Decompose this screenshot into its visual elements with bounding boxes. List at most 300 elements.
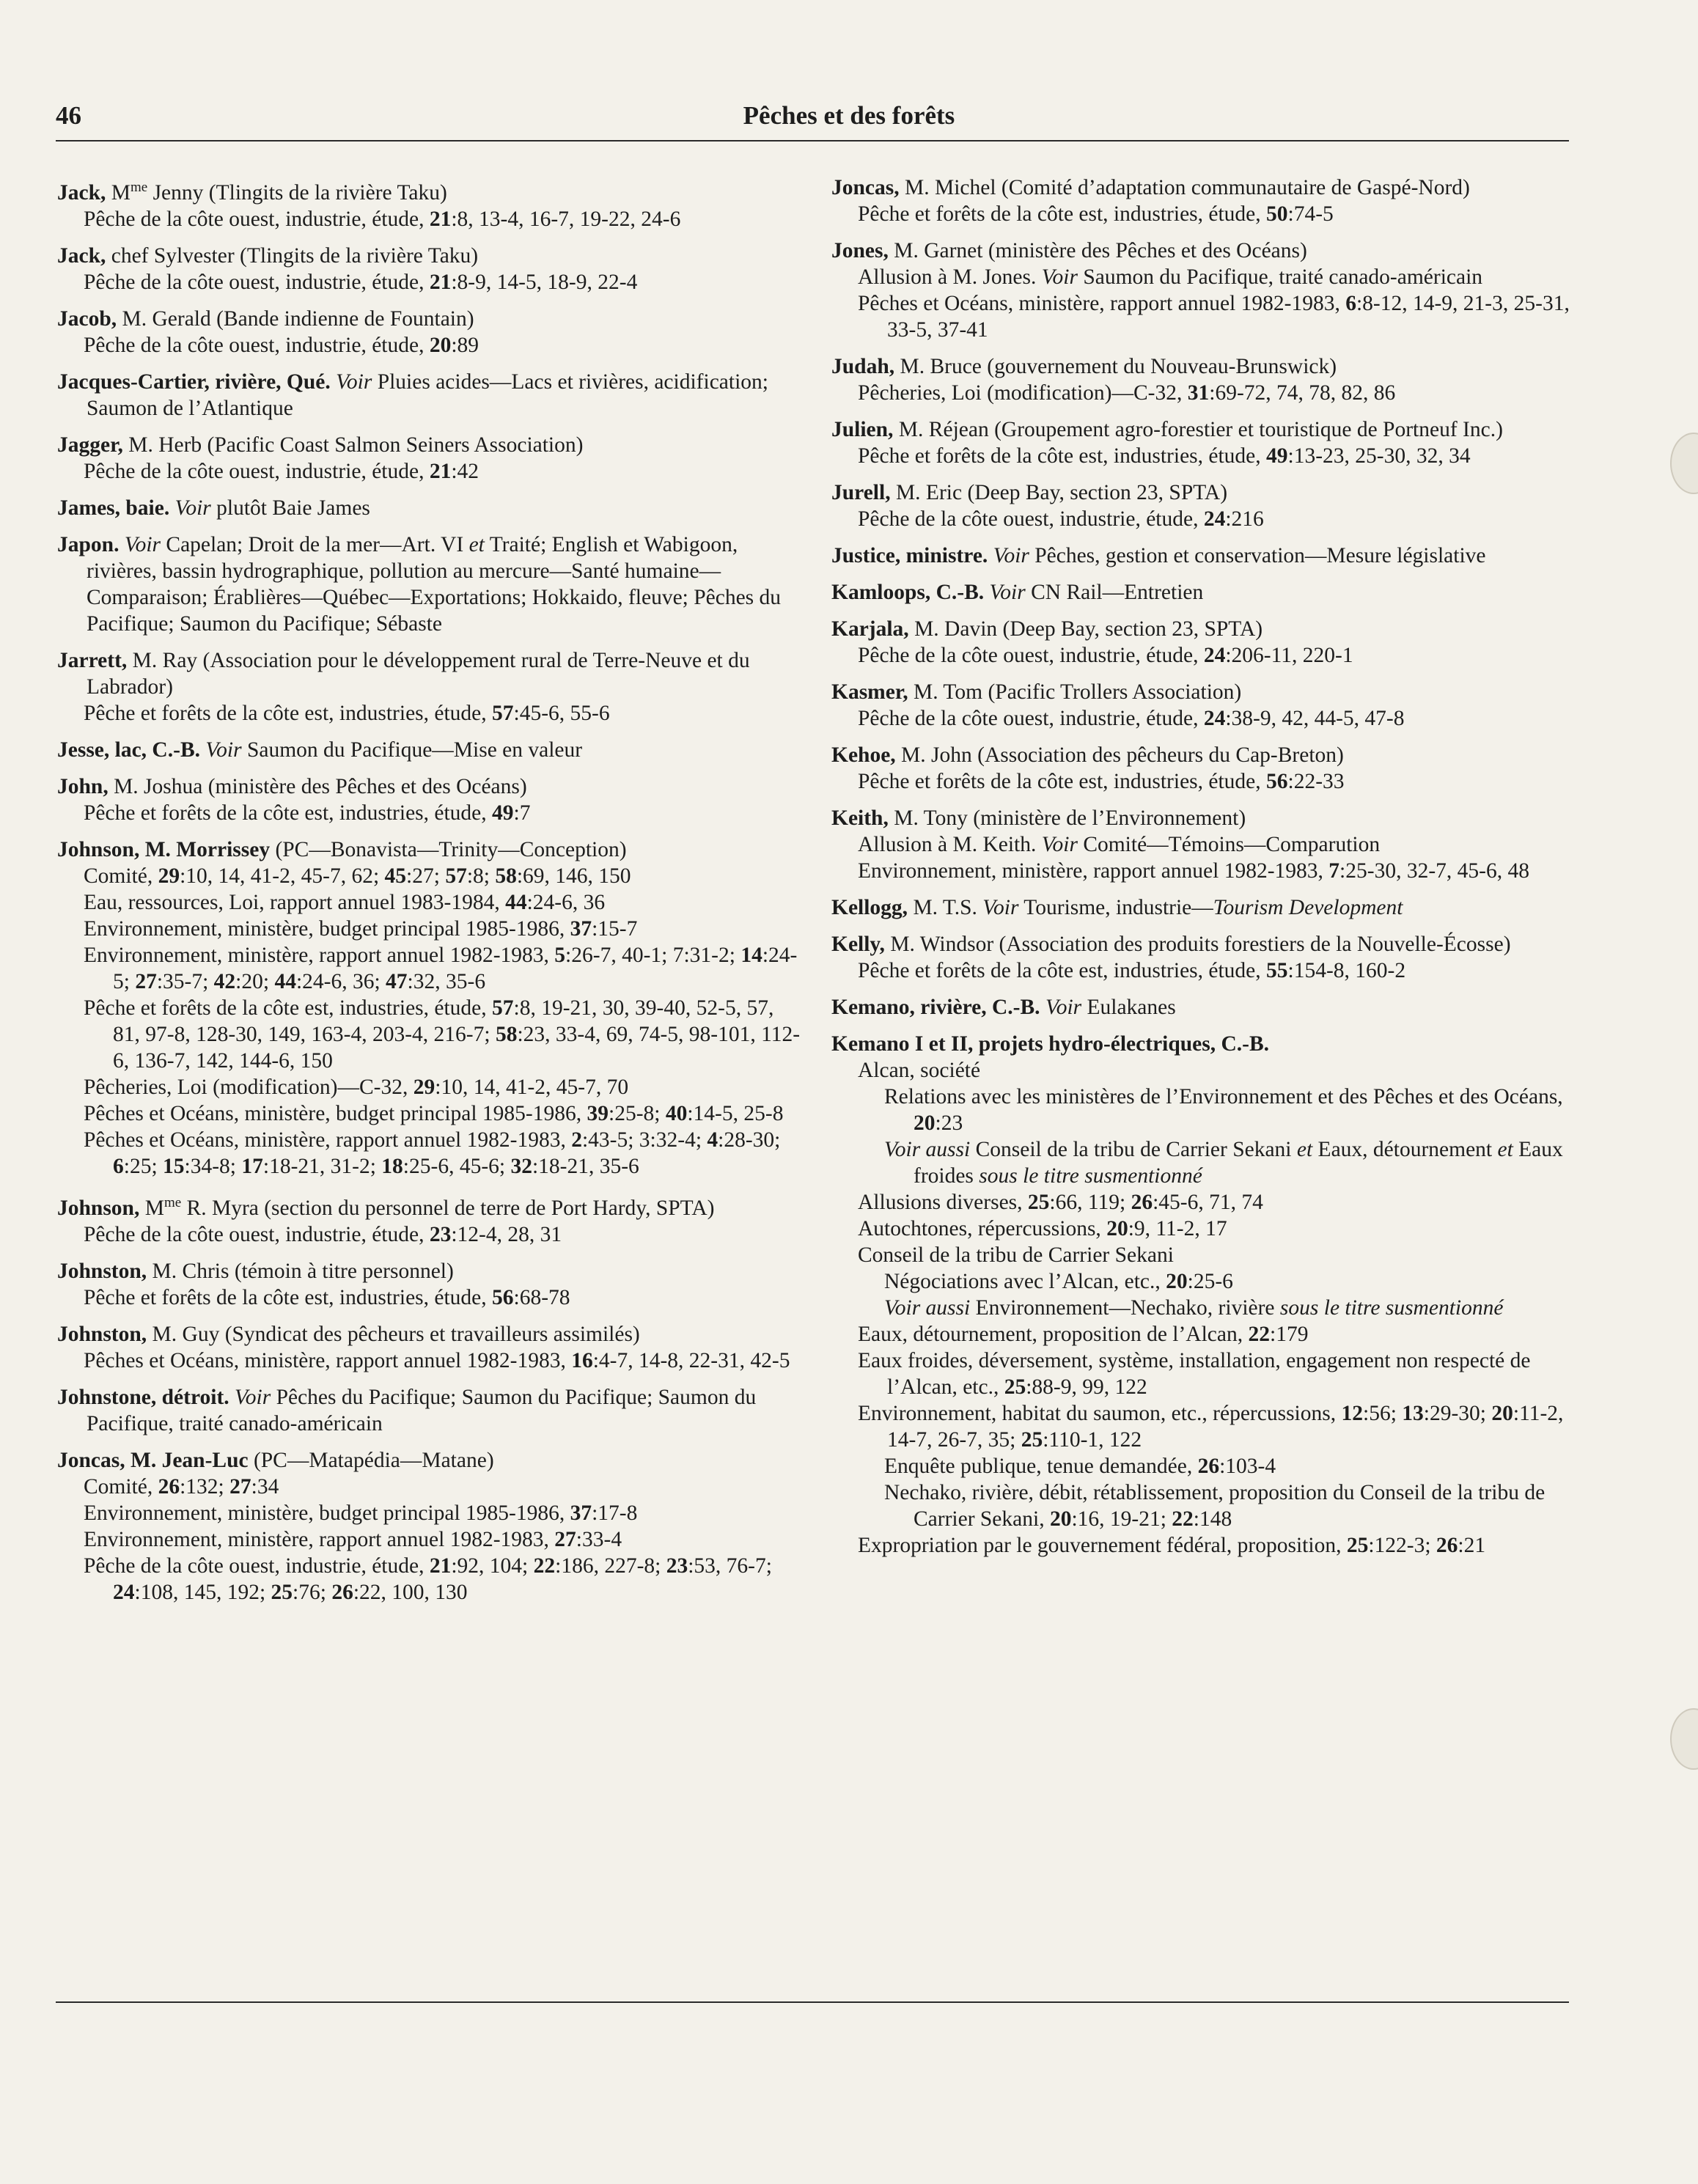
entry-text: :132;	[180, 1474, 230, 1499]
index-entry	[57, 174, 805, 232]
bold-text: 27	[135, 969, 157, 993]
entry-heading	[57, 306, 805, 332]
entry-text: Pêche de la côte ouest, industrie, étude,	[84, 207, 430, 231]
bold-text: Joncas, M. Jean-Luc	[57, 1448, 249, 1472]
bold-text: 17	[241, 1154, 263, 1178]
entry-text: M. Joshua (ministère des Pêches et des Océans)	[108, 774, 527, 798]
entry-text: Pêches, gestion et conservation—Mesure législative	[1029, 544, 1486, 567]
entry-text: Pêche et forêts de la côte est, industries, étude,	[84, 1285, 493, 1309]
entry-heading	[57, 532, 805, 637]
bold-text: 23	[429, 1222, 452, 1246]
entry-text	[1040, 996, 1045, 1019]
entry-subheading	[831, 768, 1572, 795]
bold-text: 31	[1187, 381, 1210, 405]
bold-text: 12	[1341, 1402, 1363, 1425]
entry-text: Pêche de la côte ouest, industrie, étude,	[858, 707, 1204, 730]
entry-text: Pêche de la côte ouest, industrie, étude,	[858, 507, 1204, 531]
entry-subheading	[831, 1136, 1572, 1189]
entry-text: :27;	[406, 864, 446, 888]
entry-text: :16, 19-21;	[1071, 1507, 1172, 1531]
entry-text: M. Gerald (Bande indienne de Fountain)	[117, 306, 474, 331]
entry-text: Environnement, ministère, budget principal 1985-1986,	[84, 916, 570, 941]
entry-text	[229, 1386, 235, 1409]
entry-text: :154-8, 160-2	[1287, 959, 1406, 982]
entry-subheading	[831, 1216, 1572, 1242]
entry-heading	[57, 174, 805, 206]
entry-text: M. Tom (Pacific Trollers Association)	[908, 680, 1242, 704]
entry-heading	[831, 616, 1572, 642]
entry-text: Pêche de la côte ouest, industrie, étude,	[84, 270, 430, 294]
bold-text: 20	[1491, 1402, 1513, 1425]
entry-text: Conseil de la tribu de Carrier Sekani	[858, 1243, 1174, 1267]
entry-heading	[831, 931, 1572, 957]
index-column-right	[831, 174, 1572, 1569]
bold-text: Kamloops, C.-B.	[831, 581, 985, 604]
bold-text: James, baie.	[57, 496, 170, 520]
bold-text: 40	[665, 1101, 688, 1125]
entry-text: M	[106, 180, 131, 205]
entry-text: :24-6, 36	[526, 890, 606, 914]
italic-text: Voir	[205, 738, 242, 762]
index-entry	[57, 432, 805, 485]
entry-text: Pêche et forêts de la côte est, industries, étude,	[858, 202, 1267, 226]
index-entry	[57, 243, 805, 295]
entry-subheading	[57, 942, 805, 995]
entry-text: :45-6, 71, 74	[1153, 1191, 1263, 1214]
entry-subheading	[57, 1347, 805, 1374]
index-entry	[831, 543, 1572, 569]
entry-text: :66, 119;	[1049, 1191, 1131, 1214]
index-entry	[57, 737, 805, 763]
entry-text: :148	[1193, 1507, 1232, 1531]
entry-subheading	[831, 1057, 1572, 1084]
entry-text: :14-5, 25-8	[687, 1101, 784, 1125]
entry-subheading	[57, 1474, 805, 1500]
bold-text: 42	[213, 969, 236, 993]
index-entry	[831, 994, 1572, 1021]
entry-subheading	[831, 1453, 1572, 1479]
entry-text: :18-21, 31-2;	[262, 1154, 382, 1178]
entry-text: Pluies acides—Lacs et rivières, acidification; Saumon de l’Atlantique	[87, 369, 768, 420]
entry-heading	[57, 1384, 805, 1437]
entry-text: M. Bruce (gouvernement du Nouveau-Brunswick)	[894, 355, 1337, 378]
entry-text: Comité,	[84, 864, 158, 888]
entry-heading	[831, 579, 1572, 606]
bold-text: 22	[1172, 1507, 1194, 1531]
entry-text: :53, 76-7;	[688, 1554, 772, 1578]
entry-text: (PC—Matapédia—Matane)	[248, 1448, 494, 1472]
entry-text: :7	[513, 801, 531, 825]
entry-text: :8, 13-4, 16-7, 19-22, 24-6	[451, 207, 681, 231]
entry-heading	[831, 679, 1572, 705]
entry-text: Pêche et forêts de la côte est, industries, étude,	[84, 996, 493, 1020]
entry-text: me	[163, 1194, 182, 1210]
entry-text: Comité—Témoins—Comparution	[1077, 833, 1381, 856]
entry-text: :76;	[293, 1580, 332, 1604]
entry-text: :56;	[1363, 1402, 1403, 1425]
index-entry	[57, 495, 805, 521]
entry-subheading	[831, 831, 1572, 858]
entry-text: Pêche de la côte ouest, industrie, étude,	[84, 333, 430, 357]
bold-text: 29	[413, 1075, 435, 1099]
bold-text: Jacob,	[57, 306, 117, 331]
entry-text: Allusion à M. Jones.	[858, 265, 1042, 289]
entry-heading	[831, 742, 1572, 768]
bold-text: 26	[1131, 1191, 1153, 1214]
bold-text: 26	[1436, 1534, 1458, 1557]
entry-text: :20;	[235, 969, 275, 993]
entry-text: :69, 146, 150	[516, 864, 631, 888]
bold-text: Jesse, lac, C.-B.	[57, 738, 200, 762]
entry-text: Alcan, société	[858, 1059, 981, 1082]
entry-text: Pêche et forêts de la côte est, industries, étude,	[858, 444, 1267, 468]
entry-text: :18-21, 35-6	[532, 1154, 639, 1178]
entry-text: :42	[451, 459, 479, 483]
bold-text: 5	[554, 943, 566, 967]
italic-text: Voir	[235, 1385, 271, 1409]
entry-subheading	[57, 1100, 805, 1127]
entry-text: Pêche de la côte ouest, industrie, étude,	[84, 459, 430, 483]
entry-subheading	[57, 889, 805, 916]
italic-text: et	[1497, 1138, 1513, 1161]
bold-text: 44	[274, 969, 296, 993]
entry-text: Négociations avec l’Alcan, etc.,	[884, 1270, 1166, 1293]
italic-text: Voir	[1045, 996, 1082, 1019]
bold-text: 57	[492, 701, 514, 725]
entry-text: me	[130, 180, 148, 195]
entry-text: Pêche et forêts de la côte est, industries, étude,	[84, 801, 493, 825]
entry-heading	[57, 773, 805, 800]
entry-text	[988, 544, 993, 567]
bold-text: 44	[505, 890, 527, 914]
entry-text: :32, 35-6	[407, 969, 486, 993]
entry-text: :8, 19-21, 30, 39-40, 52-5, 57, 81, 97-8, 128-30, 149, 163-4, 203-4, 216-7;	[113, 996, 774, 1046]
entry-text: M. Michel (Comité d’adaptation communautaire de Gaspé-Nord)	[899, 176, 1470, 199]
index-entry	[831, 805, 1572, 884]
bold-text: Kehoe,	[831, 743, 896, 767]
italic-text: Voir	[993, 544, 1029, 567]
bold-text: 15	[163, 1154, 185, 1178]
entry-text: :10, 14, 41-2, 45-7, 62;	[180, 864, 385, 888]
entry-subheading	[831, 290, 1572, 343]
entry-text: :33-4	[576, 1527, 622, 1551]
bold-text: 37	[570, 1501, 592, 1525]
entry-text: M. Davin (Deep Bay, section 23, SPTA)	[908, 617, 1263, 641]
header-rule	[56, 140, 1569, 141]
entry-subheading	[57, 332, 805, 359]
entry-subheading	[831, 1189, 1572, 1216]
entry-text: Pêches et Océans, ministère, rapport annuel 1982-1983,	[858, 292, 1346, 315]
entry-text: Pêche et forêts de la côte est, industries, étude,	[84, 701, 493, 725]
entry-text: :8-9, 14-5, 18-9, 22-4	[451, 270, 638, 294]
entry-heading	[831, 353, 1572, 380]
index-entry	[831, 616, 1572, 669]
entry-subheading	[831, 1321, 1572, 1347]
index-entry	[831, 894, 1572, 921]
entry-text: CN Rail—Entretien	[1025, 581, 1204, 604]
entry-text: :122-3;	[1368, 1534, 1436, 1557]
entry-text: :110-1, 122	[1043, 1428, 1142, 1452]
bold-text: Jack,	[57, 180, 106, 205]
entry-heading	[57, 647, 805, 700]
italic-text: Tourism Development	[1213, 896, 1403, 919]
entry-text: Environnement, ministère, rapport annuel 1982-1983,	[84, 1527, 555, 1551]
entry-text: :24-6, 36;	[295, 969, 386, 993]
entry-text: Pêche de la côte ouest, industrie, étude,	[84, 1222, 430, 1246]
entry-text: :17-8	[592, 1501, 638, 1525]
index-entry	[57, 1447, 805, 1606]
entry-text: M. Garnet (ministère des Pêches et des Océans)	[888, 239, 1307, 262]
entry-text: :25-8;	[609, 1101, 666, 1125]
entry-text: Environnement, ministère, rapport annuel 1982-1983,	[84, 943, 555, 967]
entry-text	[119, 533, 124, 556]
bold-text: Karjala,	[831, 617, 909, 641]
entry-text: M. Tony (ministère de l’Environnement)	[888, 806, 1246, 830]
entry-text: :89	[451, 333, 479, 357]
entry-text: :179	[1270, 1323, 1309, 1346]
bold-text: 24	[1203, 507, 1226, 531]
entry-text: :206-11, 220-1	[1225, 644, 1353, 667]
entry-text: :25-6, 45-6;	[403, 1154, 511, 1178]
entry-heading	[57, 837, 805, 863]
italic-text: Voir	[174, 496, 211, 520]
entry-heading	[57, 369, 805, 422]
bold-text: 25	[1021, 1428, 1043, 1452]
bold-text: 22	[533, 1554, 556, 1578]
entry-text: M. Herb (Pacific Coast Salmon Seiners Association)	[122, 433, 584, 457]
entry-text: Eulakanes	[1081, 996, 1176, 1019]
entry-text: :29-30;	[1423, 1402, 1492, 1425]
entry-subheading	[57, 1553, 805, 1606]
entry-text: R. Myra (section du personnel de terre de Port Hardy, SPTA)	[181, 1196, 715, 1220]
entry-subheading	[831, 1347, 1572, 1400]
entry-text: :35-7;	[156, 969, 214, 993]
entry-heading	[831, 543, 1572, 569]
entry-subheading	[831, 506, 1572, 532]
entry-text: Allusions diverses,	[858, 1191, 1028, 1214]
bold-text: 7	[1328, 859, 1340, 883]
bold-text: 58	[495, 1022, 518, 1046]
index-entry	[57, 1190, 805, 1248]
bold-text: Joncas,	[831, 176, 900, 199]
entry-text: Pêcheries, Loi (modification)—C-32,	[84, 1075, 414, 1099]
bold-text: 20	[429, 333, 452, 357]
italic-text: sous le titre susmentionné	[979, 1164, 1202, 1188]
bold-text: 58	[495, 864, 517, 888]
index-entry	[57, 1321, 805, 1374]
running-title: Pêches et des forêts	[743, 101, 955, 130]
entry-text: M. Guy (Syndicat des pêcheurs et travailleurs assimilés)	[147, 1322, 640, 1346]
index-entry	[831, 479, 1572, 532]
entry-text: M. Windsor (Association des produits forestiers de la Nouvelle-Écosse)	[884, 933, 1511, 956]
index-entry	[831, 353, 1572, 406]
entry-subheading	[831, 1479, 1572, 1532]
italic-text: sous le titre susmentionné	[1279, 1296, 1504, 1320]
bold-text: 49	[492, 801, 514, 825]
entry-text: :92, 104;	[451, 1554, 534, 1578]
entry-subheading	[57, 458, 805, 485]
entry-text: chef Sylvester (Tlingits de la rivière Taku)	[106, 243, 479, 268]
entry-subheading	[57, 995, 805, 1074]
entry-heading	[57, 243, 805, 269]
bold-text: 26	[158, 1474, 180, 1499]
entry-text: M. Ray (Association pour le développement rural de Terre-Neuve et du Labrador)	[87, 648, 750, 699]
entry-subheading	[831, 443, 1572, 469]
entry-text: Pêches et Océans, ministère, budget principal 1985-1986,	[84, 1101, 587, 1125]
entry-text: Expropriation par le gouvernement fédéral, proposition,	[858, 1534, 1347, 1557]
bold-text: Keith,	[831, 806, 889, 830]
italic-text: Voir	[989, 581, 1026, 604]
italic-text: Voir	[336, 369, 372, 394]
entry-heading	[831, 416, 1572, 443]
entry-subheading	[57, 916, 805, 942]
index-entry	[57, 306, 805, 359]
footer-rule	[56, 2001, 1569, 2003]
entry-text: Pêches et Océans, ministère, rapport annuel 1982-1983,	[84, 1128, 572, 1152]
entry-text	[169, 496, 174, 520]
entry-heading	[57, 432, 805, 458]
entry-subheading	[57, 800, 805, 826]
entry-text: Pêche de la côte ouest, industrie, étude,	[84, 1554, 430, 1578]
bold-text: 55	[1266, 959, 1288, 982]
entry-heading	[831, 479, 1572, 506]
bold-text: 26	[331, 1580, 353, 1604]
entry-text: Pêches et Océans, ministère, rapport annuel 1982-1983,	[84, 1348, 572, 1372]
entry-text: Relations avec les ministères de l’Environnement et des Pêches et des Océans,	[884, 1085, 1563, 1108]
index-entry	[57, 1258, 805, 1311]
entry-text: :69-72, 74, 78, 82, 86	[1209, 381, 1396, 405]
entry-subheading	[57, 206, 805, 232]
bold-text: 47	[386, 969, 408, 993]
entry-text: :23, 33-4, 69, 74-5, 98-101, 112-6, 136-7, 142, 144-6, 150	[113, 1022, 801, 1073]
index-entry	[831, 579, 1572, 606]
entry-text: M. John (Association des pêcheurs du Cap-Breton)	[895, 743, 1344, 767]
entry-text: Comité,	[84, 1474, 158, 1499]
bold-text: 25	[1027, 1191, 1050, 1214]
entry-text: Eau, ressources, Loi, rapport annuel 1983-1984,	[84, 890, 506, 914]
entry-heading	[57, 1447, 805, 1474]
entry-text: :28-30;	[718, 1128, 781, 1152]
entry-text: M	[139, 1196, 164, 1220]
bold-text: Jurell,	[831, 481, 891, 504]
entry-text: :12-4, 28, 31	[451, 1222, 562, 1246]
entry-text: Tourisme, industrie—	[1018, 896, 1213, 919]
bold-text: Johnstone, détroit.	[57, 1385, 229, 1409]
bold-text: 2	[571, 1128, 582, 1152]
entry-heading	[57, 737, 805, 763]
entry-heading	[831, 174, 1572, 201]
bold-text: Judah,	[831, 355, 895, 378]
bold-text: Jack,	[57, 243, 106, 268]
entry-heading	[831, 994, 1572, 1021]
bold-text: 27	[229, 1474, 251, 1499]
bold-text: 24	[1203, 644, 1226, 667]
index-entry	[831, 416, 1572, 469]
entry-text: :45-6, 55-6	[513, 701, 610, 725]
bold-text: John,	[57, 774, 109, 798]
entry-text: :34	[251, 1474, 279, 1499]
entry-text: :9, 11-2, 17	[1128, 1217, 1227, 1240]
bold-text: Kemano I et II, projets hydro-électriques, C.-B.	[831, 1032, 1270, 1056]
entry-text: Nechako, rivière, débit, rétablissement, proposition du Conseil de la tribu de Carrier Sekani,	[884, 1481, 1546, 1531]
entry-subheading	[57, 269, 805, 295]
entry-text: Environnement, habitat du saumon, etc., répercussions,	[858, 1402, 1342, 1425]
entry-subheading	[831, 705, 1572, 732]
page-number: 46	[56, 101, 81, 130]
bold-text: 4	[707, 1128, 718, 1152]
entry-text: Capelan; Droit de la mer—Art. VI	[161, 532, 469, 556]
bold-text: Kemano, rivière, C.-B.	[831, 996, 1040, 1019]
bold-text: 57	[492, 996, 514, 1020]
entry-subheading	[57, 863, 805, 889]
index-entry	[831, 1031, 1572, 1559]
entry-subheading	[831, 1242, 1572, 1268]
bold-text: 25	[1004, 1375, 1026, 1399]
entry-subheading	[57, 1074, 805, 1100]
entry-text: M. Chris (témoin à titre personnel)	[147, 1259, 454, 1283]
entry-text: :25-30, 32-7, 45-6, 48	[1339, 859, 1529, 883]
bold-text: 25	[1346, 1534, 1369, 1557]
italic-text: Voir	[1041, 265, 1078, 289]
bold-text: Kellogg,	[831, 896, 908, 919]
entry-text: :186, 227-8;	[555, 1554, 666, 1578]
entry-text: (PC—Bonavista—Trinity—Conception)	[270, 837, 627, 861]
bold-text: 57	[445, 864, 467, 888]
entry-text: :103-4	[1219, 1455, 1276, 1478]
entry-text: Conseil de la tribu de Carrier Sekani	[970, 1138, 1297, 1161]
entry-heading	[57, 1258, 805, 1284]
index-entry	[831, 679, 1572, 732]
entry-text: Traité; English et Wabigoon, rivières, bassin hydrographique, pollution au mercure—Santé humaine—Comparaison; Érablières—Québec—Exportations; Hokkaido, fleuve; Pêches du Pacifique; Saumon du Pacifique; Sébaste	[87, 532, 782, 636]
entry-text: :26-7, 40-1; 7:31-2;	[565, 943, 741, 967]
bold-text: Johnston,	[57, 1259, 147, 1283]
entry-text: :21	[1458, 1534, 1486, 1557]
bold-text: 21	[429, 270, 452, 294]
bold-text: 21	[429, 1554, 452, 1578]
index-entry	[831, 174, 1572, 227]
bold-text: 20	[1166, 1270, 1188, 1293]
bold-text: 22	[1248, 1323, 1270, 1346]
bold-text: 16	[571, 1348, 593, 1372]
entry-subheading	[57, 1284, 805, 1311]
bold-text: 21	[429, 207, 452, 231]
entry-text: Environnement, ministère, rapport annuel 1982-1983,	[858, 859, 1329, 883]
entry-text: :88-9, 99, 122	[1026, 1375, 1147, 1399]
bold-text: Johnson, M. Morrissey	[57, 837, 271, 861]
bold-text: 20	[1049, 1507, 1072, 1531]
entry-text: Eaux, détournement, proposition de l’Alcan,	[858, 1323, 1249, 1346]
entry-text: :24-5;	[113, 943, 798, 993]
bold-text: 56	[1266, 770, 1288, 793]
entry-text: :22, 100, 130	[353, 1580, 468, 1604]
bold-text: Julien,	[831, 418, 894, 441]
italic-text: Voir aussi	[884, 1138, 971, 1161]
entry-subheading	[57, 1221, 805, 1248]
italic-text: Voir	[982, 896, 1019, 919]
index-column-left	[57, 174, 805, 1616]
entry-heading	[831, 805, 1572, 831]
italic-text: Voir	[124, 532, 161, 556]
italic-text: Voir	[1041, 833, 1078, 856]
entry-text	[984, 581, 989, 604]
bold-text: Johnson,	[57, 1196, 140, 1220]
entry-text: Environnement—Nechako, rivière	[970, 1296, 1280, 1320]
bold-text: 6	[1345, 292, 1356, 315]
bold-text: 49	[1266, 444, 1288, 468]
entry-subheading	[57, 1500, 805, 1526]
entry-subheading	[831, 1295, 1572, 1321]
bold-text: 27	[554, 1527, 576, 1551]
